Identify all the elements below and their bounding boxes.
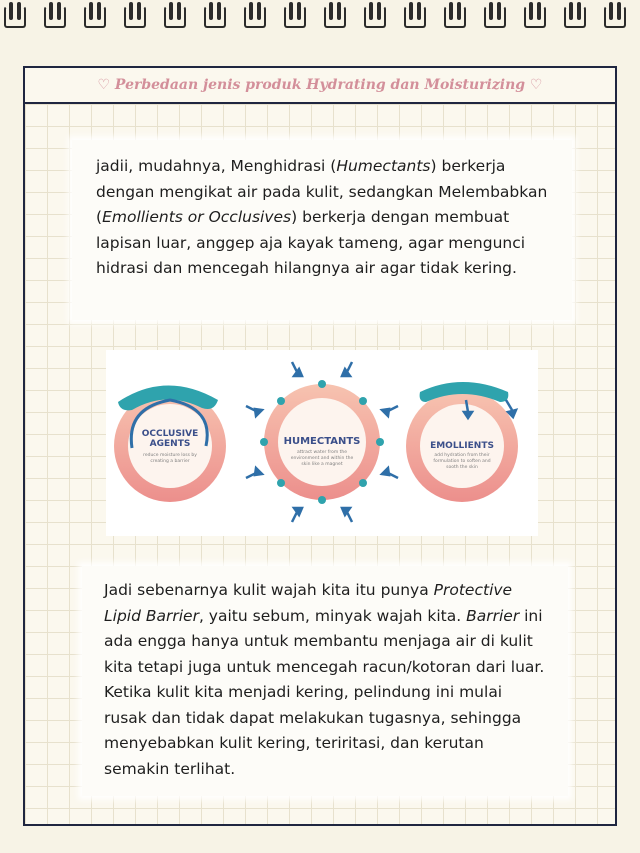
binding-ring (4, 6, 26, 28)
binding-ring (84, 6, 106, 28)
humectants-desc-line2: environment and within the (290, 456, 354, 461)
emollients-label: EMOLLIENTS (430, 441, 494, 451)
occlusive-desc-line1: reduce moisture loss by (143, 453, 197, 458)
occlusive-label-line2: AGENTS (149, 439, 191, 449)
occlusive-circle (114, 385, 226, 502)
text-card-lipid-barrier (82, 566, 568, 796)
emollients-circle (406, 382, 518, 502)
humectants-label: HUMECTANTS (283, 436, 361, 447)
humectants-desc-line3: skin like a magnet (301, 462, 343, 467)
skin-barrier-diagram (106, 350, 538, 536)
emollients-desc-line3: sooth the skin (446, 465, 478, 470)
humectants-desc-line1: attract water from the (296, 450, 348, 455)
binding-ring (124, 6, 146, 28)
spiral-binding (0, 0, 640, 34)
binding-ring (564, 6, 586, 28)
binding-ring (324, 6, 346, 28)
paragraph-1: jadii, mudahnya, Menghidrasi (Humectants) berkerja dengan mengikat air pada kulit, sedangkan Melembabkan (Emollients or Occlusives) berkerja dengan membuat lapisan luar, anggep aja kayak tameng, agar mengunci hidrasi dan mencegah hilangnya air agar tidak kering. (96, 157, 548, 277)
paragraph-2: Jadi sebenarnya kulit wajah kita itu punya Protective Lipid Barrier, yaitu sebum, minyak wajah kita. Barrier ini ada engga hanya untuk membantu menjaga air di kulit kita tetapi juga untuk mencegah racun/kotoran dari luar. Ketika kulit kita menjadi kering, pelindung ini mulai rusak dan tidak dapat melakukan tugasnya, sehingga menyebabkan kulit kering, teriritasi, dan kerutan semakin terlihat. (104, 581, 545, 778)
occlusive-label-line1: OCCLUSIVE (141, 429, 199, 439)
page-title: ♡ Perbedaan jenis produk Hydrating dan Moisturizing ♡ (25, 68, 615, 104)
binding-ring (404, 6, 426, 28)
humectants-circle (246, 362, 398, 522)
binding-ring (204, 6, 226, 28)
binding-ring (244, 6, 266, 28)
text-card-humectants-explanation (72, 140, 572, 320)
binding-ring (524, 6, 546, 28)
emollients-desc-line1: add hydration from their (434, 453, 490, 458)
binding-ring (364, 6, 386, 28)
binding-ring (164, 6, 186, 28)
occlusive-desc-line2: creating a barrier (150, 459, 190, 464)
binding-ring (484, 6, 506, 28)
binding-ring (604, 6, 626, 28)
emollients-desc-line2: formulation to soften and (433, 459, 491, 464)
binding-ring (284, 6, 306, 28)
binding-ring (44, 6, 66, 28)
binding-ring (444, 6, 466, 28)
